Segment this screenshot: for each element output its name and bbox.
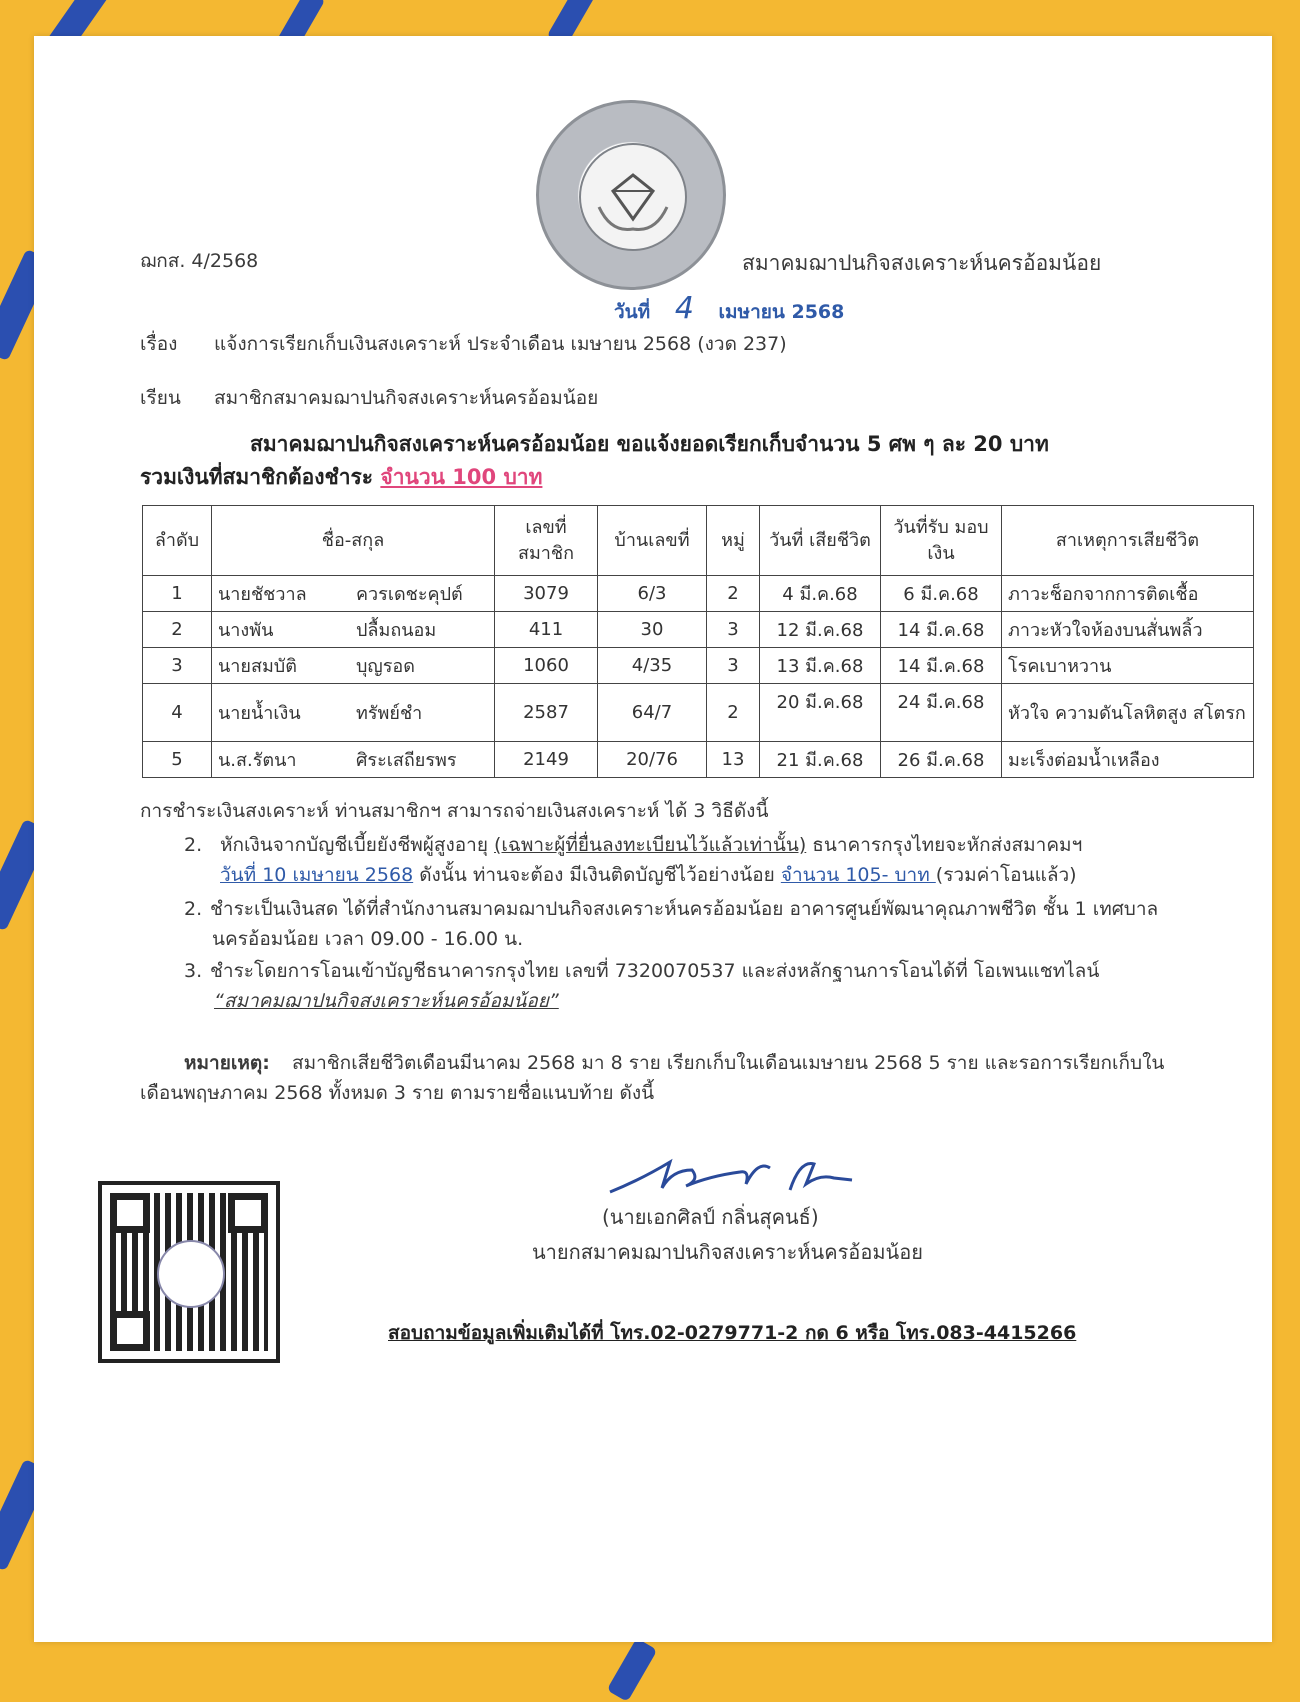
- cell-last-name: ปลื้มถนอม: [356, 620, 437, 641]
- cell-first-name: นายน้ำเงิน: [218, 703, 301, 724]
- note-line1: สมาชิกเสียชีวิตเดือนมีนาคม 2568 มา 8 ราย เรียกเก็บในเดือนเมษายน 2568 5 ราย และรอการเรียกเก็บใน: [292, 1052, 1165, 1074]
- to-text: สมาชิกสมาคมฌาปนกิจสงเคราะห์นครอ้อมน้อย: [214, 387, 599, 409]
- cell-death-date: 13 มี.ค.68: [760, 648, 881, 684]
- payment-method-1-number: 2.: [184, 834, 203, 856]
- headline-total-label: รวมเงินที่สมาชิกต้องชำระ: [140, 465, 374, 489]
- col-no: ลำดับ: [143, 506, 212, 576]
- table-row: [143, 576, 1254, 612]
- col-receive-date: วันที่รับ มอบเงิน: [881, 506, 1002, 576]
- payment-method-1-text: หักเงินจากบัญชีเบี้ยยังชีพผู้สูงอายุ: [220, 834, 495, 856]
- col-moo: หมู่: [707, 506, 760, 576]
- cell-moo: 13: [707, 742, 760, 778]
- cell-last-name: บุญรอด: [356, 656, 415, 677]
- payment-method-3-line-openchat: “สมาคมฌาปนกิจสงเคราะห์นครอ้อมน้อย”: [214, 990, 559, 1012]
- col-name: ชื่อ-สกุล: [212, 506, 495, 576]
- cell-no: 2: [143, 612, 212, 648]
- cell-member-no: 1060: [495, 648, 598, 684]
- payment-method-1-condition: (เฉพาะผู้ที่ยื่นลงทะเบียนไว้แล้วเท่านั้น): [494, 834, 807, 856]
- cell-last-name: ศิระเสถียรพร: [356, 750, 457, 771]
- payment-method-1-amount: จำนวน 105- บาท: [780, 864, 936, 886]
- cell-receive-date: 26 มี.ค.68: [881, 742, 1002, 778]
- decor-stripe: [607, 1638, 658, 1702]
- headline-line1: สมาคมฌาปนกิจสงเคราะห์นครอ้อมน้อย ขอแจ้งยอดเรียกเก็บจำนวน 5 ศพ ๆ ละ 20 บาท: [250, 432, 1049, 456]
- cell-cause: หัวใจ ความดันโลหิตสูง สโตรก: [1002, 684, 1254, 742]
- cell-house-no: 64/7: [598, 684, 707, 742]
- cell-first-name: น.ส.รัตนา: [218, 750, 297, 771]
- cell-member-no: 411: [495, 612, 598, 648]
- handwritten-signature-icon: [600, 1150, 880, 1200]
- subject-label: เรื่อง: [140, 333, 178, 355]
- cell-member-no: 2587: [495, 684, 598, 742]
- payment-method-3-number: 3.: [184, 960, 203, 982]
- date-day: 4: [674, 291, 694, 326]
- document-date: [614, 290, 844, 328]
- cell-cause: ภาวะช็อกจากการติดเชื้อ: [1002, 576, 1254, 612]
- cell-cause: มะเร็งต่อมน้ำเหลือง: [1002, 742, 1254, 778]
- deceased-members-table: [142, 505, 1254, 778]
- to-label: เรียน: [140, 387, 181, 409]
- cell-receive-date: 6 มี.ค.68: [881, 576, 1002, 612]
- col-member-no: เลขที่ สมาชิก: [495, 506, 598, 576]
- cell-no: 3: [143, 648, 212, 684]
- diamond-emblem-icon: [579, 143, 687, 251]
- headline-total-amount: จำนวน 100 บาท: [380, 465, 543, 489]
- document-ref: ฌกส. 4/2568: [140, 250, 259, 272]
- cell-receive-date: 24 มี.ค.68: [881, 684, 1002, 742]
- org-name: สมาคมฌาปนกิจสงเคราะห์นครอ้อมน้อย: [742, 251, 1102, 275]
- payment-method-3-line1: ชำระโดยการโอนเข้าบัญชีธนาคารกรุงไทย เลขที่ 7320070537 และส่งหลักฐานการโอนได้ที่ โอเพนแชทไลน์: [210, 960, 1100, 982]
- table-row: [143, 742, 1254, 778]
- subject-text: แจ้งการเรียกเก็บเงินสงเคราะห์ ประจำเดือน เมษายน 2568 (งวด 237): [214, 333, 787, 355]
- cell-moo: 2: [707, 684, 760, 742]
- cell-cause: โรคเบาหวาน: [1002, 648, 1254, 684]
- cell-no: 5: [143, 742, 212, 778]
- payment-method-2-line1: ชำระเป็นเงินสด ได้ที่สำนักงานสมาคมฌาปนกิจสงเคราะห์นครอ้อมน้อย อาคารศูนย์พัฒนาคุณภาพชีวิต ชั้น 1 เทศบาล: [210, 898, 1159, 920]
- cell-death-date: 4 มี.ค.68: [760, 576, 881, 612]
- cell-moo: 3: [707, 612, 760, 648]
- cell-name: [212, 576, 495, 612]
- cell-first-name: นายสมบัติ: [218, 656, 297, 677]
- signer-title: นายกสมาคมฌาปนกิจสงเคราะห์นครอ้อมน้อย: [532, 1240, 923, 1264]
- cell-cause: ภาวะหัวใจห้องบนสั่นพลิ้ว: [1002, 612, 1254, 648]
- cell-no: 1: [143, 576, 212, 612]
- table-header-row: [143, 506, 1254, 576]
- qr-finder-icon: [228, 1193, 268, 1233]
- col-death-date: วันที่ เสียชีวิต: [760, 506, 881, 576]
- date-month-year: เมษายน 2568: [718, 301, 845, 323]
- cell-no: 4: [143, 684, 212, 742]
- cell-moo: 2: [707, 576, 760, 612]
- qr-finder-icon: [110, 1311, 150, 1351]
- payment-method-1-line2: [220, 864, 1077, 888]
- cell-last-name: ควรเดชะคุปต์: [356, 584, 463, 605]
- cell-death-date: 20 มี.ค.68: [760, 684, 881, 742]
- cell-name: [212, 742, 495, 778]
- cell-name: [212, 612, 495, 648]
- signer-name: (นายเอกศิลป์ กลิ่นสุคนธ์): [602, 1205, 819, 1229]
- table-row: [143, 612, 1254, 648]
- note-label: หมายเหตุ:: [184, 1052, 270, 1074]
- payment-method-1-note: (รวมค่าโอนแล้ว): [935, 864, 1077, 886]
- association-seal-icon: [536, 100, 726, 290]
- col-cause: สาเหตุการเสียชีวิต: [1002, 506, 1254, 576]
- payment-method-2-number: 2.: [184, 898, 203, 920]
- cell-receive-date: 14 มี.ค.68: [881, 612, 1002, 648]
- cell-member-no: 2149: [495, 742, 598, 778]
- cell-first-name: นางพัน: [218, 620, 274, 641]
- cell-house-no: 30: [598, 612, 707, 648]
- payment-intro: การชำระเงินสงเคราะห์ ท่านสมาชิกฯ สามารถจ่ายเงินสงเคราะห์ ได้ 3 วิธีดังนี้: [140, 800, 769, 822]
- cell-moo: 3: [707, 648, 760, 684]
- cell-house-no: 6/3: [598, 576, 707, 612]
- col-house-no: บ้านเลขที่: [598, 506, 707, 576]
- note-line2: เดือนพฤษภาคม 2568 ทั้งหมด 3 ราย ตามรายชื่อแนบท้าย ดังนี้: [140, 1082, 655, 1104]
- contact-info: สอบถามข้อมูลเพิ่มเติมได้ที่ โทร.02-0279771-2 กด 6 หรือ โทร.083-4415266: [388, 1322, 1077, 1344]
- cell-last-name: ทรัพย์ชำ: [356, 703, 423, 724]
- cell-house-no: 4/35: [598, 648, 707, 684]
- qr-code-icon: [102, 1185, 276, 1359]
- cell-death-date: 12 มี.ค.68: [760, 612, 881, 648]
- payment-method-1-line1: [220, 834, 1082, 858]
- payment-method-2-line2: นครอ้อมน้อย เวลา 09.00 - 16.00 น.: [212, 928, 524, 950]
- cell-first-name: นายชัชวาล: [218, 584, 307, 605]
- table-row: [143, 648, 1254, 684]
- headline-line2: [140, 464, 542, 490]
- date-label: วันที่: [614, 301, 651, 323]
- cell-name: [212, 684, 495, 742]
- payment-method-1-date: วันที่ 10 เมษายน 2568: [220, 864, 414, 886]
- cell-member-no: 3079: [495, 576, 598, 612]
- qr-finder-icon: [110, 1193, 150, 1233]
- cell-death-date: 21 มี.ค.68: [760, 742, 881, 778]
- table-row: [143, 684, 1254, 742]
- cell-receive-date: 14 มี.ค.68: [881, 648, 1002, 684]
- cell-house-no: 20/76: [598, 742, 707, 778]
- cell-name: [212, 648, 495, 684]
- payment-method-1-bank: ธนาคารกรุงไทยจะหักส่งสมาคมฯ: [806, 834, 1083, 856]
- qr-logo-icon: [157, 1240, 225, 1308]
- payment-method-1-requirement: ดังนั้น ท่านจะต้อง มีเงินติดบัญชีไว้อย่างน้อย: [413, 864, 781, 886]
